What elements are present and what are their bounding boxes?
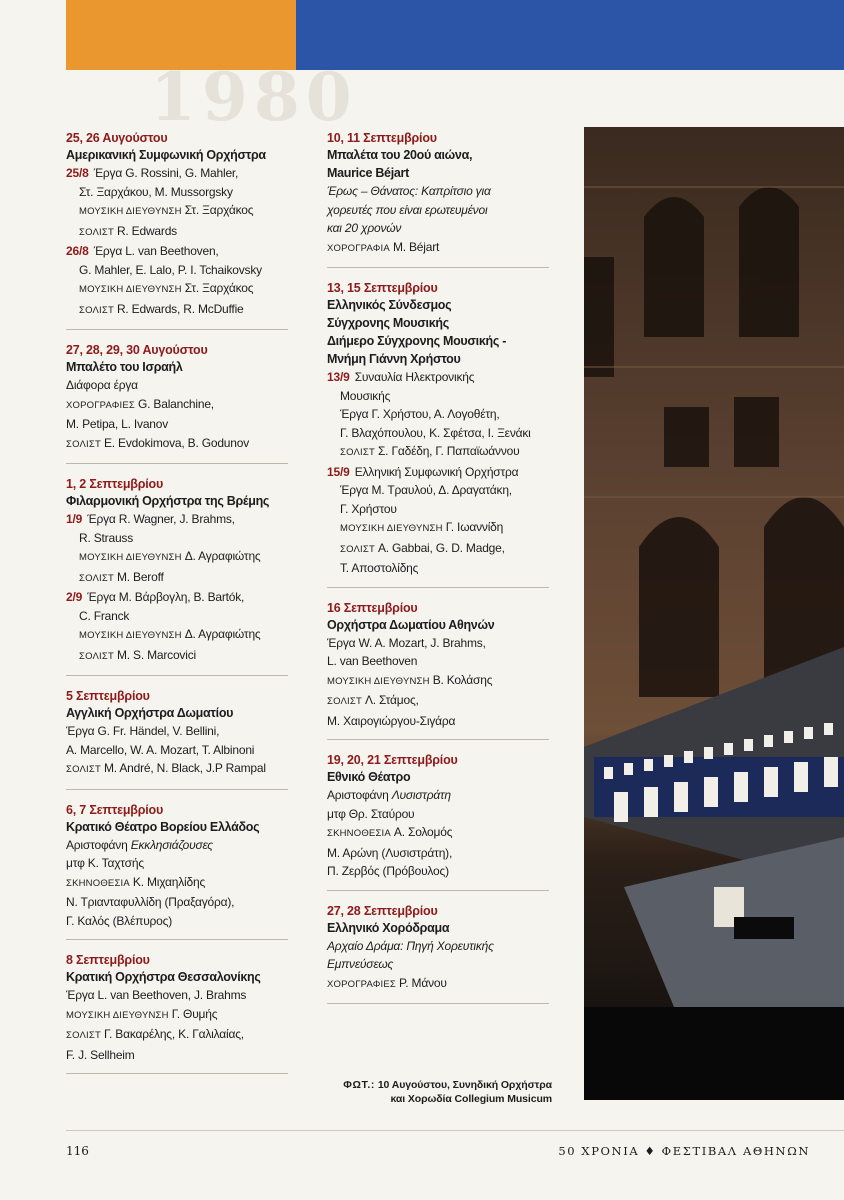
entry-title: Διήμερο Σύγχρονης Μουσικής - bbox=[327, 334, 507, 348]
entry-line bbox=[66, 1025, 288, 1046]
entry-text: Ν. Τριανταφυλλίδη (Πραξαγόρα), bbox=[66, 895, 235, 909]
entry-line bbox=[327, 387, 549, 406]
entry-date: 1, 2 Σεπτεμβρίου bbox=[66, 477, 164, 491]
role-label: ΣΟΛΙΣΤ bbox=[79, 304, 114, 316]
entry-line bbox=[327, 712, 549, 731]
entry-line bbox=[327, 671, 549, 692]
entry-text: Μουσικής bbox=[340, 388, 391, 403]
entry-line bbox=[327, 539, 549, 560]
performance-day: 15/9 bbox=[327, 464, 350, 479]
entry-line bbox=[66, 242, 288, 261]
entry-text: Έργα R. Wagner, J. Brahms, bbox=[87, 512, 235, 526]
entry-line bbox=[327, 805, 549, 824]
entry-text: M. Béjart bbox=[392, 239, 440, 254]
entry-title: Ελληνικό Χορόδραμα bbox=[327, 920, 450, 935]
entry-line bbox=[66, 759, 288, 780]
entry-line bbox=[327, 518, 549, 539]
work-title: Αρχαίο Δράμα: Πηγή Χορευτικής bbox=[327, 938, 494, 953]
program-entry bbox=[66, 476, 288, 676]
entry-text: Γ. Χρήστου bbox=[340, 501, 397, 516]
role-label: ΜΟΥΣΙΚΗ ΔΙΕΥΘΥΝΣΗ bbox=[79, 552, 182, 563]
performance-day: 2/9 bbox=[66, 590, 83, 604]
entry-line bbox=[327, 955, 549, 974]
entry-text: Στ. Ξαρχάκος bbox=[184, 281, 254, 295]
program-entry bbox=[66, 342, 288, 464]
role-label: ΣΟΛΙΣΤ bbox=[79, 226, 114, 238]
entry-line bbox=[66, 1046, 288, 1065]
entry-line bbox=[327, 201, 549, 220]
work-title: Εμπνεύσεως bbox=[327, 957, 394, 971]
role-label: ΜΟΥΣΙΚΗ ΔΙΕΥΘΥΝΣΗ bbox=[327, 675, 430, 687]
entry-line bbox=[66, 625, 288, 646]
entry-line bbox=[66, 986, 288, 1005]
role-label: ΜΟΥΣΙΚΗ ΔΙΕΥΘΥΝΣΗ bbox=[66, 1009, 169, 1021]
entry-text: Συναυλία Ηλεκτρονικής bbox=[354, 370, 475, 384]
entry-line bbox=[327, 652, 549, 671]
entry-title: Ελληνικός Σύνδεσμος bbox=[327, 298, 452, 312]
entry-text: Έργα Μ. Βάρβογλη, B. Bartók, bbox=[87, 590, 245, 604]
role-label: ΣΟΛΙΣΤ bbox=[66, 1030, 101, 1041]
entry-text: A. Gabbai, G. D. Madge, bbox=[377, 540, 505, 555]
entry-text: Έργα G. Fr. Händel, V. Bellini, bbox=[66, 724, 220, 738]
entry-line bbox=[327, 559, 549, 578]
entry-line bbox=[66, 912, 288, 931]
photo-caption bbox=[330, 1078, 552, 1106]
entry-line bbox=[66, 568, 288, 589]
entry-text: Σ. Γαδέδη, Γ. Παπαϊωάννου bbox=[377, 444, 520, 458]
entry-line bbox=[327, 368, 549, 387]
entry-text: μτφ Κ. Ταχτσής bbox=[66, 856, 144, 870]
entry-line bbox=[66, 646, 288, 667]
entry-date: 8 Σεπτεμβρίου bbox=[66, 953, 150, 967]
entry-text: Ρ. Μάνου bbox=[399, 975, 447, 990]
entry-title: Μπαλέτα του 20ού αιώνα, bbox=[327, 148, 473, 162]
work-title: Έρως – Θάνατος: Καπρίτσιο για bbox=[327, 184, 491, 198]
program-entry bbox=[327, 752, 549, 891]
performance-day: 13/9 bbox=[327, 370, 350, 384]
role-label: ΣΟΛΙΣΤ bbox=[79, 650, 114, 662]
performance-day: 1/9 bbox=[66, 512, 83, 526]
entry-line bbox=[66, 588, 288, 607]
entry-text: Ελληνική Συμφωνική Ορχήστρα bbox=[354, 464, 519, 479]
program-entry bbox=[66, 802, 288, 941]
entry-text: Γ. Ιωαννίδη bbox=[445, 520, 504, 534]
role-label: ΧΟΡΟΓΡΑΦΙΕΣ bbox=[66, 399, 136, 411]
entry-text: R. Strauss bbox=[79, 530, 134, 545]
program-entry bbox=[66, 688, 288, 790]
middle-column bbox=[327, 130, 567, 1016]
program-entry bbox=[327, 130, 549, 268]
entry-line bbox=[327, 424, 549, 443]
entry-line bbox=[66, 873, 288, 894]
entry-text: Έργα L. van Beethoven, J. Brahms bbox=[66, 988, 247, 1002]
entry-text: Τ. Αποστολίδης bbox=[340, 561, 419, 575]
performance-day: 25/8 bbox=[66, 166, 89, 180]
role-label: ΜΟΥΣΙΚΗ ΔΙΕΥΘΥΝΣΗ bbox=[79, 206, 182, 217]
entry-line bbox=[327, 634, 549, 653]
entry-text: L. van Beethoven bbox=[327, 654, 418, 668]
program-entry bbox=[66, 130, 288, 330]
entry-text: M. Beroff bbox=[116, 569, 164, 584]
entry-line bbox=[327, 823, 549, 844]
program-entry bbox=[66, 952, 288, 1074]
entry-line bbox=[327, 442, 549, 463]
entry-text: C. Franck bbox=[79, 608, 130, 623]
entry-date: 25, 26 Αυγούστου bbox=[66, 131, 168, 145]
entry-line bbox=[66, 854, 288, 873]
concert-photo bbox=[584, 127, 844, 1100]
role-label: ΣΟΛΙΣΤ bbox=[66, 764, 101, 775]
entry-text: μτφ Θρ. Σταύρου bbox=[327, 806, 415, 821]
entry-line bbox=[327, 974, 549, 995]
entry-text: Αριστοφάνη bbox=[66, 837, 131, 852]
entry-line bbox=[66, 722, 288, 741]
role-label: ΜΟΥΣΙΚΗ ΔΙΕΥΘΥΝΣΗ bbox=[79, 284, 182, 295]
entry-title: Σύγχρονης Μουσικής bbox=[327, 316, 449, 330]
running-footer-title: 50 ΧΡΟΝΙΑ ♦ ΦΕΣΤΙΒΑΛ ΑΘΗΝΩΝ bbox=[558, 1144, 810, 1158]
entry-title: Ορχήστρα Δωματίου Αθηνών bbox=[327, 617, 495, 632]
entry-title: Εθνικό Θέατρο bbox=[327, 770, 411, 784]
entry-text: Γ. Βλαχόπουλου, Κ. Σφέτσα, Ι. Ξενάκι bbox=[340, 425, 531, 440]
program-entry bbox=[327, 903, 549, 1005]
entry-text: Π. Ζερβός (Πρόβουλος) bbox=[327, 864, 449, 878]
caption-label: ΦΩΤ.: bbox=[343, 1079, 375, 1091]
entry-line bbox=[66, 607, 288, 626]
role-label: ΧΟΡΟΓΡΑΦΙΕΣ bbox=[327, 978, 397, 990]
entry-text: Έργα G. Rossini, G. Mahler, bbox=[93, 166, 239, 180]
entry-line bbox=[66, 510, 288, 529]
header-blue-band bbox=[296, 0, 844, 70]
left-column bbox=[66, 130, 306, 1086]
entry-text: Γ. Θυμής bbox=[171, 1006, 218, 1021]
entry-line bbox=[327, 481, 549, 500]
entry-line bbox=[66, 434, 288, 455]
page-number: 116 bbox=[66, 1144, 89, 1158]
entry-title: Μπαλέτο του Ισραήλ bbox=[66, 360, 183, 374]
role-label: ΜΟΥΣΙΚΗ ΔΙΕΥΘΥΝΣΗ bbox=[340, 523, 443, 534]
entry-date: 6, 7 Σεπτεμβρίου bbox=[66, 802, 164, 817]
entry-line bbox=[66, 279, 288, 300]
entry-line bbox=[327, 500, 549, 519]
role-label: ΣΟΛΙΣΤ bbox=[340, 543, 375, 555]
role-label: ΜΟΥΣΙΚΗ ΔΙΕΥΘΥΝΣΗ bbox=[79, 630, 182, 641]
entry-line bbox=[66, 183, 288, 202]
entry-line bbox=[66, 164, 288, 183]
entry-date: 16 Σεπτεμβρίου bbox=[327, 600, 418, 615]
entry-title: Μνήμη Γιάννη Χρήστου bbox=[327, 352, 461, 366]
entry-text: Έργα L. van Beethoven, bbox=[93, 244, 219, 258]
entry-text: Μ. Αρώνη (Λυσιστράτη), bbox=[327, 845, 453, 860]
entry-line bbox=[327, 862, 549, 881]
entry-text: A. Marcello, W. A. Mozart, T. Albinoni bbox=[66, 742, 255, 757]
entry-text: M. S. Marcovici bbox=[116, 647, 196, 662]
entry-text: Διάφορα έργα bbox=[66, 378, 138, 392]
entry-text: Αριστοφάνη bbox=[327, 788, 392, 802]
footer-divider bbox=[66, 1130, 844, 1131]
entry-line bbox=[327, 219, 549, 238]
entry-date: 27, 28 Σεπτεμβρίου bbox=[327, 903, 438, 918]
entry-line bbox=[66, 836, 288, 855]
entry-date: 13, 15 Σεπτεμβρίου bbox=[327, 281, 438, 295]
entry-text: R. Edwards, R. McDuffie bbox=[116, 301, 244, 316]
entry-line bbox=[66, 261, 288, 280]
entry-line bbox=[327, 182, 549, 201]
entry-line bbox=[327, 844, 549, 863]
program-entry bbox=[327, 600, 549, 741]
entry-text: G. Balanchine, bbox=[138, 396, 214, 411]
entry-line bbox=[66, 1005, 288, 1026]
work-title: Λυσιστράτη bbox=[391, 788, 451, 802]
entry-text: Δ. Αγραφιώτης bbox=[184, 549, 261, 563]
entry-text: Έργα Μ. Τραυλού, Δ. Δραγατάκη, bbox=[340, 483, 512, 497]
entry-text: Έργα Γ. Χρήστου, Α. Λογοθέτη, bbox=[340, 407, 500, 421]
work-title: Εκκλησιάζουσες bbox=[130, 837, 213, 852]
entry-text: M. Petipa, L. Ivanov bbox=[66, 417, 169, 431]
entry-text: Μ. Χαιρογιώργου-Σιγάρα bbox=[327, 713, 456, 728]
role-label: ΧΟΡΟΓΡΑΦΙΑ bbox=[327, 242, 390, 254]
entry-line bbox=[66, 547, 288, 568]
role-label: ΣΟΛΙΣΤ bbox=[66, 438, 101, 450]
entry-text: G. Mahler, E. Lalo, P. I. Tchaikovsky bbox=[79, 262, 262, 277]
entry-line bbox=[66, 300, 288, 321]
entry-line bbox=[327, 463, 549, 482]
entry-title: Κρατικό Θέατρο Βορείου Ελλάδος bbox=[66, 819, 260, 834]
entry-line bbox=[66, 741, 288, 760]
entry-line bbox=[66, 893, 288, 912]
entry-text: Κ. Μιχαηλίδης bbox=[132, 874, 206, 889]
entry-line bbox=[66, 201, 288, 222]
entry-text: Στ. Ξαρχάκου, M. Mussorgsky bbox=[79, 184, 233, 199]
entry-date: 10, 11 Σεπτεμβρίου bbox=[327, 131, 437, 145]
work-title: χορευτές που είναι ερωτευμένοι bbox=[327, 202, 488, 217]
entry-title: Maurice Béjart bbox=[327, 166, 409, 180]
faded-year-watermark: 1980 bbox=[150, 58, 358, 136]
entry-text: Β. Κολάσης bbox=[432, 672, 493, 687]
entry-text: Δ. Αγραφιώτης bbox=[184, 627, 261, 641]
role-label: ΣΟΛΙΣΤ bbox=[340, 447, 375, 458]
role-label: ΣΚΗΝΟΘΕΣΙΑ bbox=[327, 828, 391, 839]
performance-day: 26/8 bbox=[66, 244, 89, 258]
entry-line bbox=[327, 937, 549, 956]
role-label: ΣΟΛΙΣΤ bbox=[79, 572, 114, 584]
entry-line bbox=[327, 405, 549, 424]
entry-line bbox=[66, 376, 288, 395]
entry-date: 5 Σεπτεμβρίου bbox=[66, 689, 150, 703]
entry-line bbox=[327, 786, 549, 805]
entry-title: Αμερικανική Συμφωνική Ορχήστρα bbox=[66, 148, 266, 162]
entry-text: Γ. Βακαρέλης, Κ. Γαλιλαίας, bbox=[103, 1027, 244, 1041]
entry-text: Γ. Καλός (Βλέπυρος) bbox=[66, 913, 173, 928]
entry-text: Στ. Ξαρχάκος bbox=[184, 203, 254, 217]
entry-date: 19, 20, 21 Σεπτεμβρίου bbox=[327, 753, 458, 767]
caption-line-1: 10 Αυγούστου, Συνηδική Ορχήστρα bbox=[377, 1079, 552, 1091]
entry-text: F. J. Sellheim bbox=[66, 1047, 135, 1062]
entry-line bbox=[66, 415, 288, 434]
entry-line bbox=[66, 529, 288, 548]
entry-line bbox=[66, 395, 288, 416]
entry-date: 27, 28, 29, 30 Αυγούστου bbox=[66, 343, 208, 357]
entry-title: Αγγλική Ορχήστρα Δωματίου bbox=[66, 706, 234, 720]
entry-text: M. André, N. Black, J.P Rampal bbox=[103, 761, 266, 775]
entry-line bbox=[327, 691, 549, 712]
entry-line bbox=[327, 238, 549, 259]
entry-text: Λ. Στάμος, bbox=[364, 693, 419, 707]
entry-text: E. Evdokimova, B. Godunov bbox=[103, 435, 250, 450]
entry-title: Φιλαρμονική Ορχήστρα της Βρέμης bbox=[66, 494, 270, 508]
caption-line-2: και Χορωδία Collegium Musicum bbox=[390, 1093, 552, 1105]
work-title: και 20 χρονών bbox=[327, 221, 402, 235]
entry-text: R. Edwards bbox=[116, 223, 177, 238]
entry-text: Α. Σολομός bbox=[393, 825, 453, 839]
role-label: ΣΚΗΝΟΘΕΣΙΑ bbox=[66, 877, 130, 889]
entry-title: Κρατική Ορχήστρα Θεσσαλονίκης bbox=[66, 970, 261, 984]
entry-text: Έργα W. A. Mozart, J. Brahms, bbox=[327, 635, 486, 650]
entry-line bbox=[66, 222, 288, 243]
role-label: ΣΟΛΙΣΤ bbox=[327, 696, 362, 707]
program-entry bbox=[327, 280, 549, 588]
